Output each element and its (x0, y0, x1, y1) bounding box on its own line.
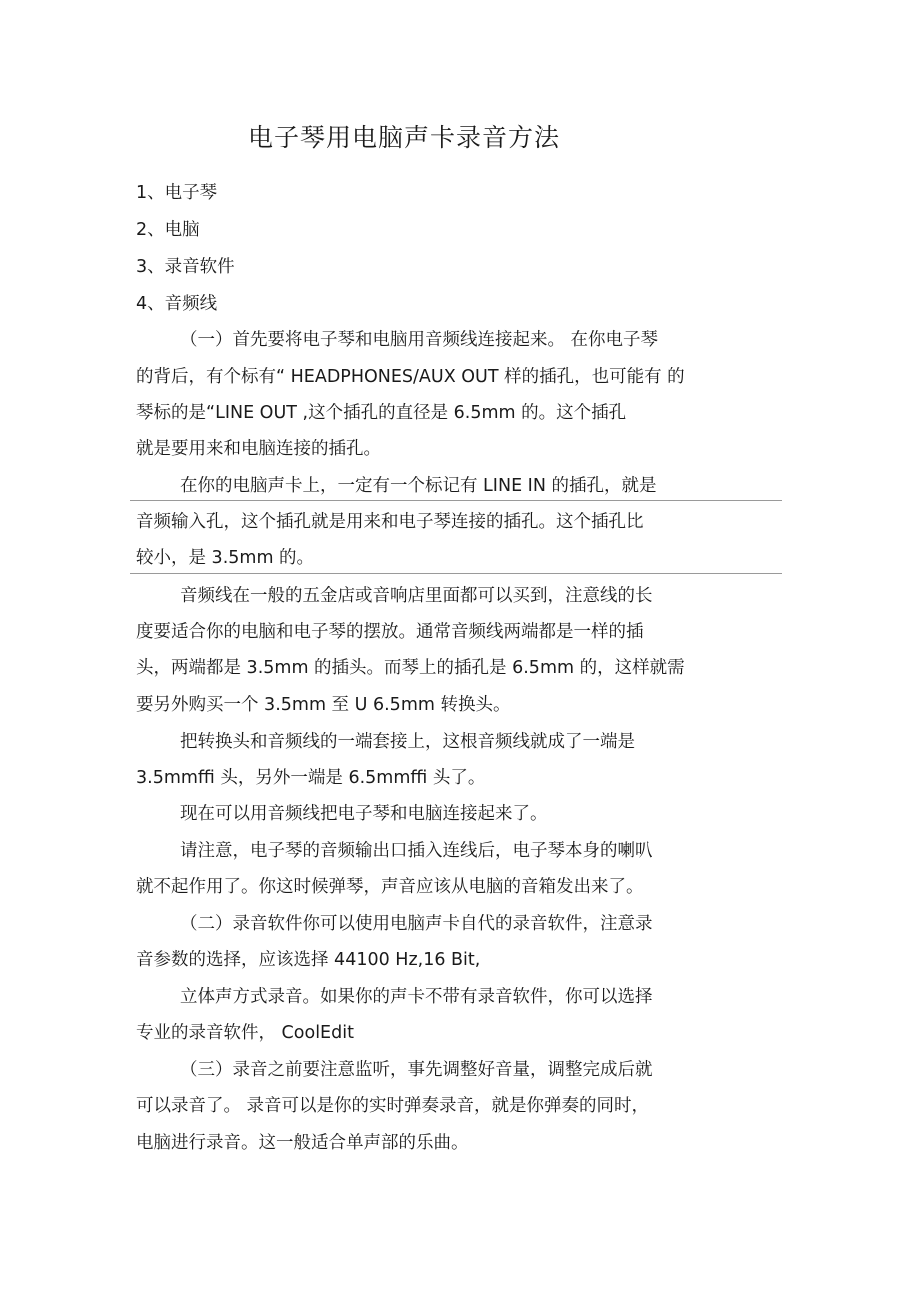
paragraph-line: 琴标的是“LINE OUT ,这个插孔的直径是 6.5mm 的。这个插孔 (136, 403, 627, 423)
paragraph-line: 专业的录音软件， CoolEdit (136, 1023, 354, 1043)
paragraph-line: 在你的电脑声卡上，一定有一个标记有 LINE IN 的插孔，就是 (180, 476, 657, 496)
paragraph-line: （一）首先要将电子琴和电脑用音频线连接起来。 在你电子琴 (180, 330, 659, 350)
paragraph-line: 立体声方式录音。如果你的声卡不带有录音软件，你可以选择 (180, 987, 653, 1007)
paragraph-line: 头，两端都是 3.5mm 的插头。而琴上的插孔是 6.5mm 的，这样就需 (136, 658, 685, 678)
paragraph-line: （三）录音之前要注意监听，事先调整好音量，调整完成后就 (180, 1060, 653, 1080)
paragraph-line: 音参数的选择，应该选择 44100 Hz,16 Bit, (136, 950, 481, 970)
document-title: 电子琴用电脑声卡录音方法 (248, 123, 561, 152)
paragraph-line: 度要适合你的电脑和电子琴的摆放。通常音频线两端都是一样的插 (136, 622, 644, 642)
list-item: 2、电脑 (136, 220, 200, 240)
paragraph-line: 3.5mmffi 头，另外一端是 6.5mmffi 头了。 (136, 768, 486, 788)
paragraph-line: 就是要用来和电脑连接的插孔。 (136, 439, 381, 459)
paragraph-line: 电脑进行录音。这一般适合单声部的乐曲。 (136, 1133, 469, 1153)
paragraph-line: 请注意，电子琴的音频输出口插入连线后，电子琴本身的喇叭 (180, 841, 653, 861)
list-item: 1、电子琴 (136, 183, 218, 203)
divider-line (130, 500, 782, 501)
paragraph-line: 较小，是 3.5mm 的。 (136, 548, 315, 568)
paragraph-line: 可以录音了。 录音可以是你的实时弹奏录音，就是你弹奏的同时， (136, 1096, 650, 1116)
paragraph-line: 音频线在一般的五金店或音响店里面都可以买到，注意线的长 (180, 586, 653, 606)
paragraph-line: 就不起作用了。你这时候弹琴，声音应该从电脑的音箱发出来了。 (136, 877, 644, 897)
paragraph-line: 的背后，有个标有“ HEADPHONES/AUX OUT 样的插孔，也可能有 的 (136, 367, 685, 387)
list-item: 3、录音软件 (136, 257, 235, 277)
paragraph-line: 要另外购买一个 3.5mm 至 U 6.5mm 转换头。 (136, 695, 511, 715)
paragraph-line: 把转换头和音频线的一端套接上，这根音频线就成了一端是 (180, 732, 635, 752)
paragraph-line: 音频输入孔，这个插孔就是用来和电子琴连接的插孔。这个插孔比 (136, 512, 644, 532)
list-item: 4、音频线 (136, 294, 218, 314)
divider-line (130, 573, 782, 574)
paragraph-line: 现在可以用音频线把电子琴和电脑连接起来了。 (180, 804, 548, 824)
paragraph-line: （二）录音软件你可以使用电脑声卡自代的录音软件，注意录 (180, 914, 653, 934)
